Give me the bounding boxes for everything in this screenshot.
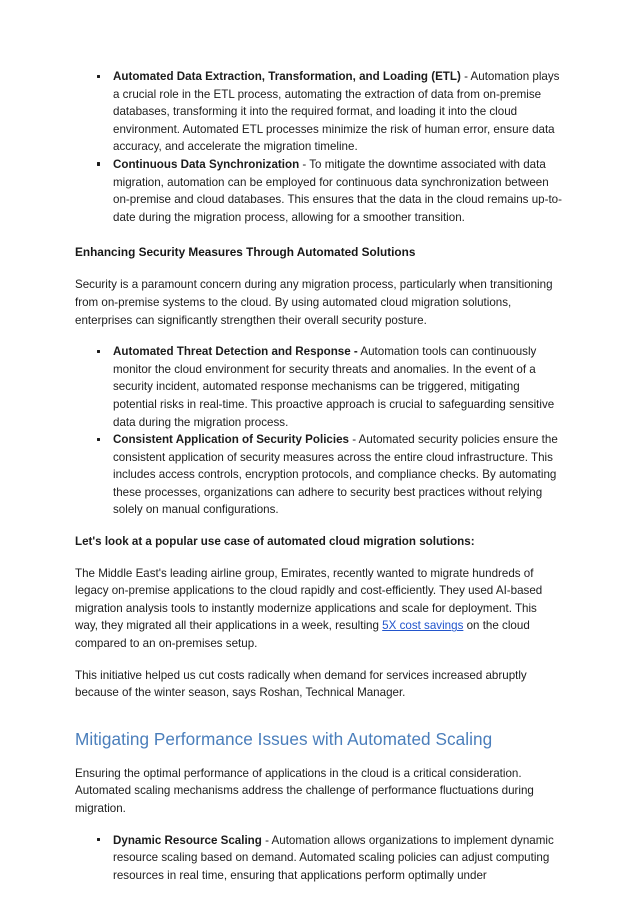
security-bullets [75, 343, 562, 519]
etl-sync-bullets [75, 68, 562, 226]
list-item [75, 343, 562, 431]
list-item-lead: Automated Data Extraction, Transformation, and Loading (ETL) [113, 70, 461, 83]
bullet-marker-icon [97, 162, 100, 165]
use-case-lead-in: Let's look at a popular use case of automated cloud migration solutions: [75, 535, 475, 549]
bullet-marker-icon [97, 438, 100, 441]
list-item [75, 832, 562, 885]
emirates-case-paragraph [75, 565, 562, 653]
paragraph-text-after-link: on the cloud compared to an on-premises setup. [75, 619, 530, 651]
scaling-intro-paragraph: Ensuring the optimal performance of applications in the cloud is a critical consideration. Automated scaling mechanisms address the challenge of performance fluctuations during migration. [75, 766, 534, 815]
list-item-lead: Automated Threat Detection and Response - [113, 345, 358, 359]
bullet-marker-icon [97, 75, 100, 78]
paragraph-text-before-link: The Middle East's leading airline group, Emirates, recently wanted to migrate hundreds of legacy on-premise applications to the cloud rapidly and cost-efficiently. They used AI-based migration analysis tools to instantly modernize applications and scale for deployment. This way, they migrated all their applications in a week, resulting [75, 566, 543, 633]
scaling-section-heading: Mitigating Performance Issues with Automated Scaling [75, 728, 493, 749]
list-item-body: - Automation plays a crucial role in the ETL process, automating the extraction of data from on-premise databases, transforming it into the required format, and loading it into the cloud environment. Automated ETL processes minimize the risk of human error, ensure data accuracy, and accelerate the migration timeline. [113, 70, 560, 154]
cost-savings-link[interactable]: 5X cost savings [382, 619, 464, 633]
list-item [75, 431, 562, 519]
list-item-body: - Automation allows organizations to implement dynamic resource scaling based on demand. Automated scaling policies can adjust computing resources in real time, ensuring that applications perform optimally under [113, 833, 554, 882]
document-content [75, 68, 562, 884]
bullet-marker-icon [97, 838, 100, 841]
scaling-bullets [75, 832, 562, 885]
bullet-marker-icon [97, 350, 100, 353]
list-item-lead: Dynamic Resource Scaling [113, 833, 262, 847]
list-item-lead: Continuous Data Synchronization [113, 157, 300, 171]
list-item [75, 68, 562, 156]
testimonial-paragraph: This initiative helped us cut costs radically when demand for services increased abruptly because of the winter season, says Roshan, Technical Manager. [75, 668, 527, 700]
list-item-lead: Consistent Application of Security Policies [113, 433, 349, 447]
security-section-heading: Enhancing Security Measures Through Automated Solutions [75, 245, 416, 260]
list-item-body: - Automated security policies ensure the consistent application of security measures across the entire cloud infrastructure. This includes access controls, encryption protocols, and compliance checks. By automating these processes, organizations can adhere to security best practices without relying solely on manual configurations. [113, 433, 558, 517]
list-item-body: Automation tools can continuously monitor the cloud environment for security threats and anomalies. In the event of a security incident, automated response mechanisms can be triggered, mitigating potential risks in real-time. This proactive approach is crucial to safeguarding sensitive data during the migration process. [113, 345, 555, 429]
list-item [75, 156, 562, 226]
security-intro-paragraph: Security is a paramount concern during any migration process, particularly when transitioning from on-premise systems to the cloud. By using automated cloud migration solutions, enterprises can significantly strengthen their overall security posture. [75, 278, 553, 327]
list-item-body: - To mitigate the downtime associated with data migration, automation can be employed for continuous data synchronization between on-premise and cloud databases. This ensures that the data in the cloud remains up-to-date during the migration process, allowing for a smoother transition. [113, 157, 562, 224]
